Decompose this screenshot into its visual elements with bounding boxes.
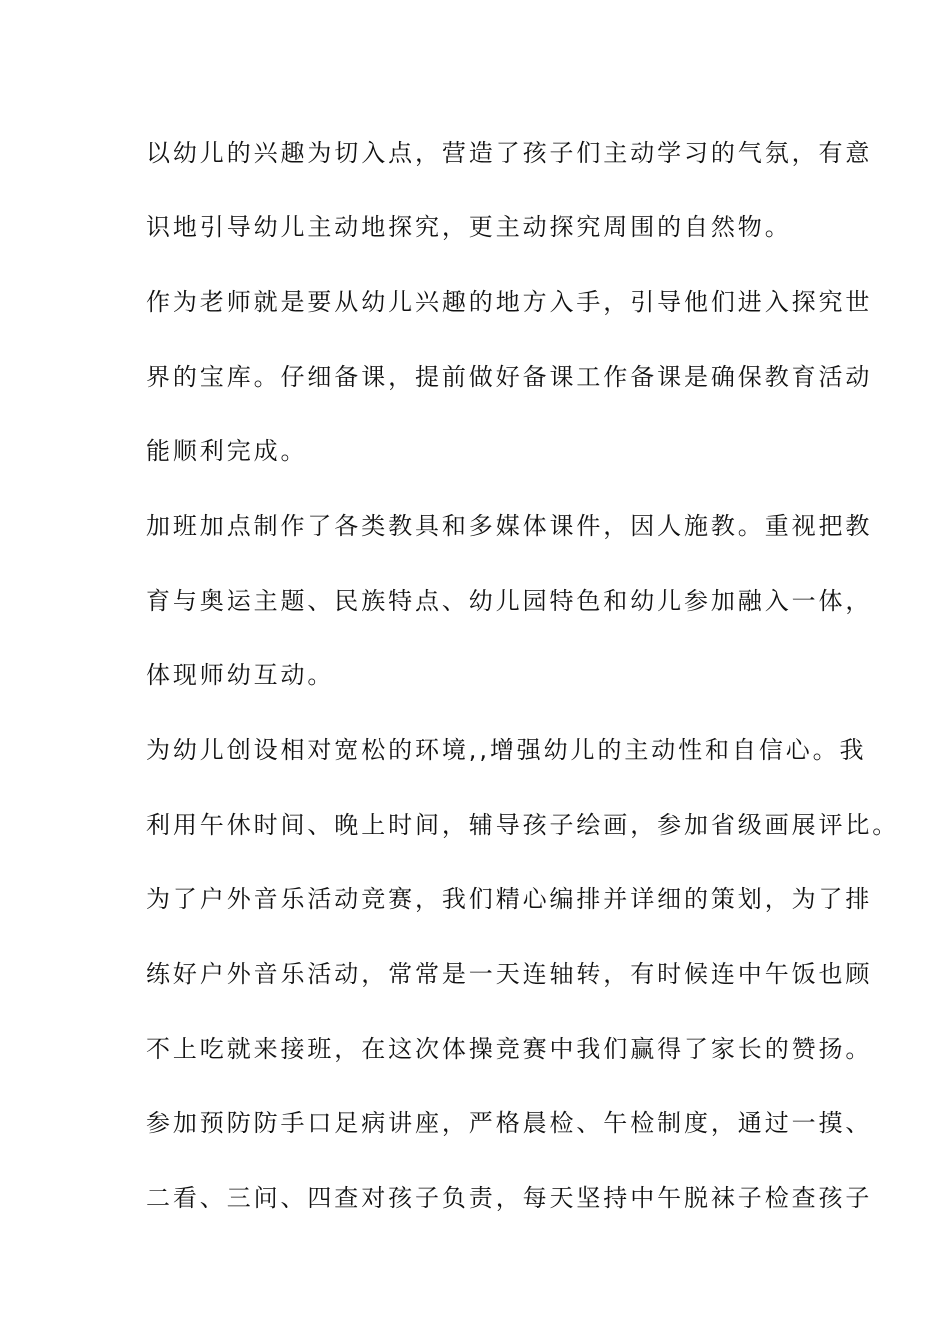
- text-line: 识地引导幼儿主动地探究，更主动探究周围的自然物。: [146, 213, 792, 241]
- text-line: 加班加点制作了各类教具和多媒体课件，因人施教。重视把教: [146, 512, 873, 540]
- text-line: 练好户外音乐活动，常常是一天连轴转，有时候连中午饭也顾: [146, 960, 873, 988]
- text-line: 界的宝库。仔细备课，提前做好备课工作备课是确保教育活动: [146, 363, 873, 391]
- text-line: 能顺利完成。: [146, 437, 308, 465]
- text-line: 为幼儿创设相对宽松的环境,,增强幼儿的主动性和自信心。我: [146, 736, 867, 764]
- text-line: 参加预防防手口足病讲座，严格晨检、午检制度，通过一摸、: [146, 1109, 873, 1137]
- text-line: 二看、三问、四查对孩子负责，每天坚持中午脱袜子检查孩子: [146, 1184, 873, 1212]
- text-line: 不上吃就来接班，在这次体操竞赛中我们赢得了家长的赞扬。: [146, 1035, 873, 1063]
- text-line: 以幼儿的兴趣为切入点，营造了孩子们主动学习的气氛，有意: [146, 139, 873, 167]
- text-line: 体现师幼互动。: [146, 661, 335, 689]
- text-line: 作为老师就是要从幼儿兴趣的地方入手，引导他们进入探究世: [146, 288, 873, 316]
- text-line: 育与奥运主题、民族特点、幼儿园特色和幼儿参加融入一体，: [146, 587, 873, 615]
- text-line: 利用午休时间、晚上时间，辅导孩子绘画，参加省级画展评比。: [146, 811, 900, 839]
- text-line: 为了户外音乐活动竞赛，我们精心编排并详细的策划，为了排: [146, 885, 873, 913]
